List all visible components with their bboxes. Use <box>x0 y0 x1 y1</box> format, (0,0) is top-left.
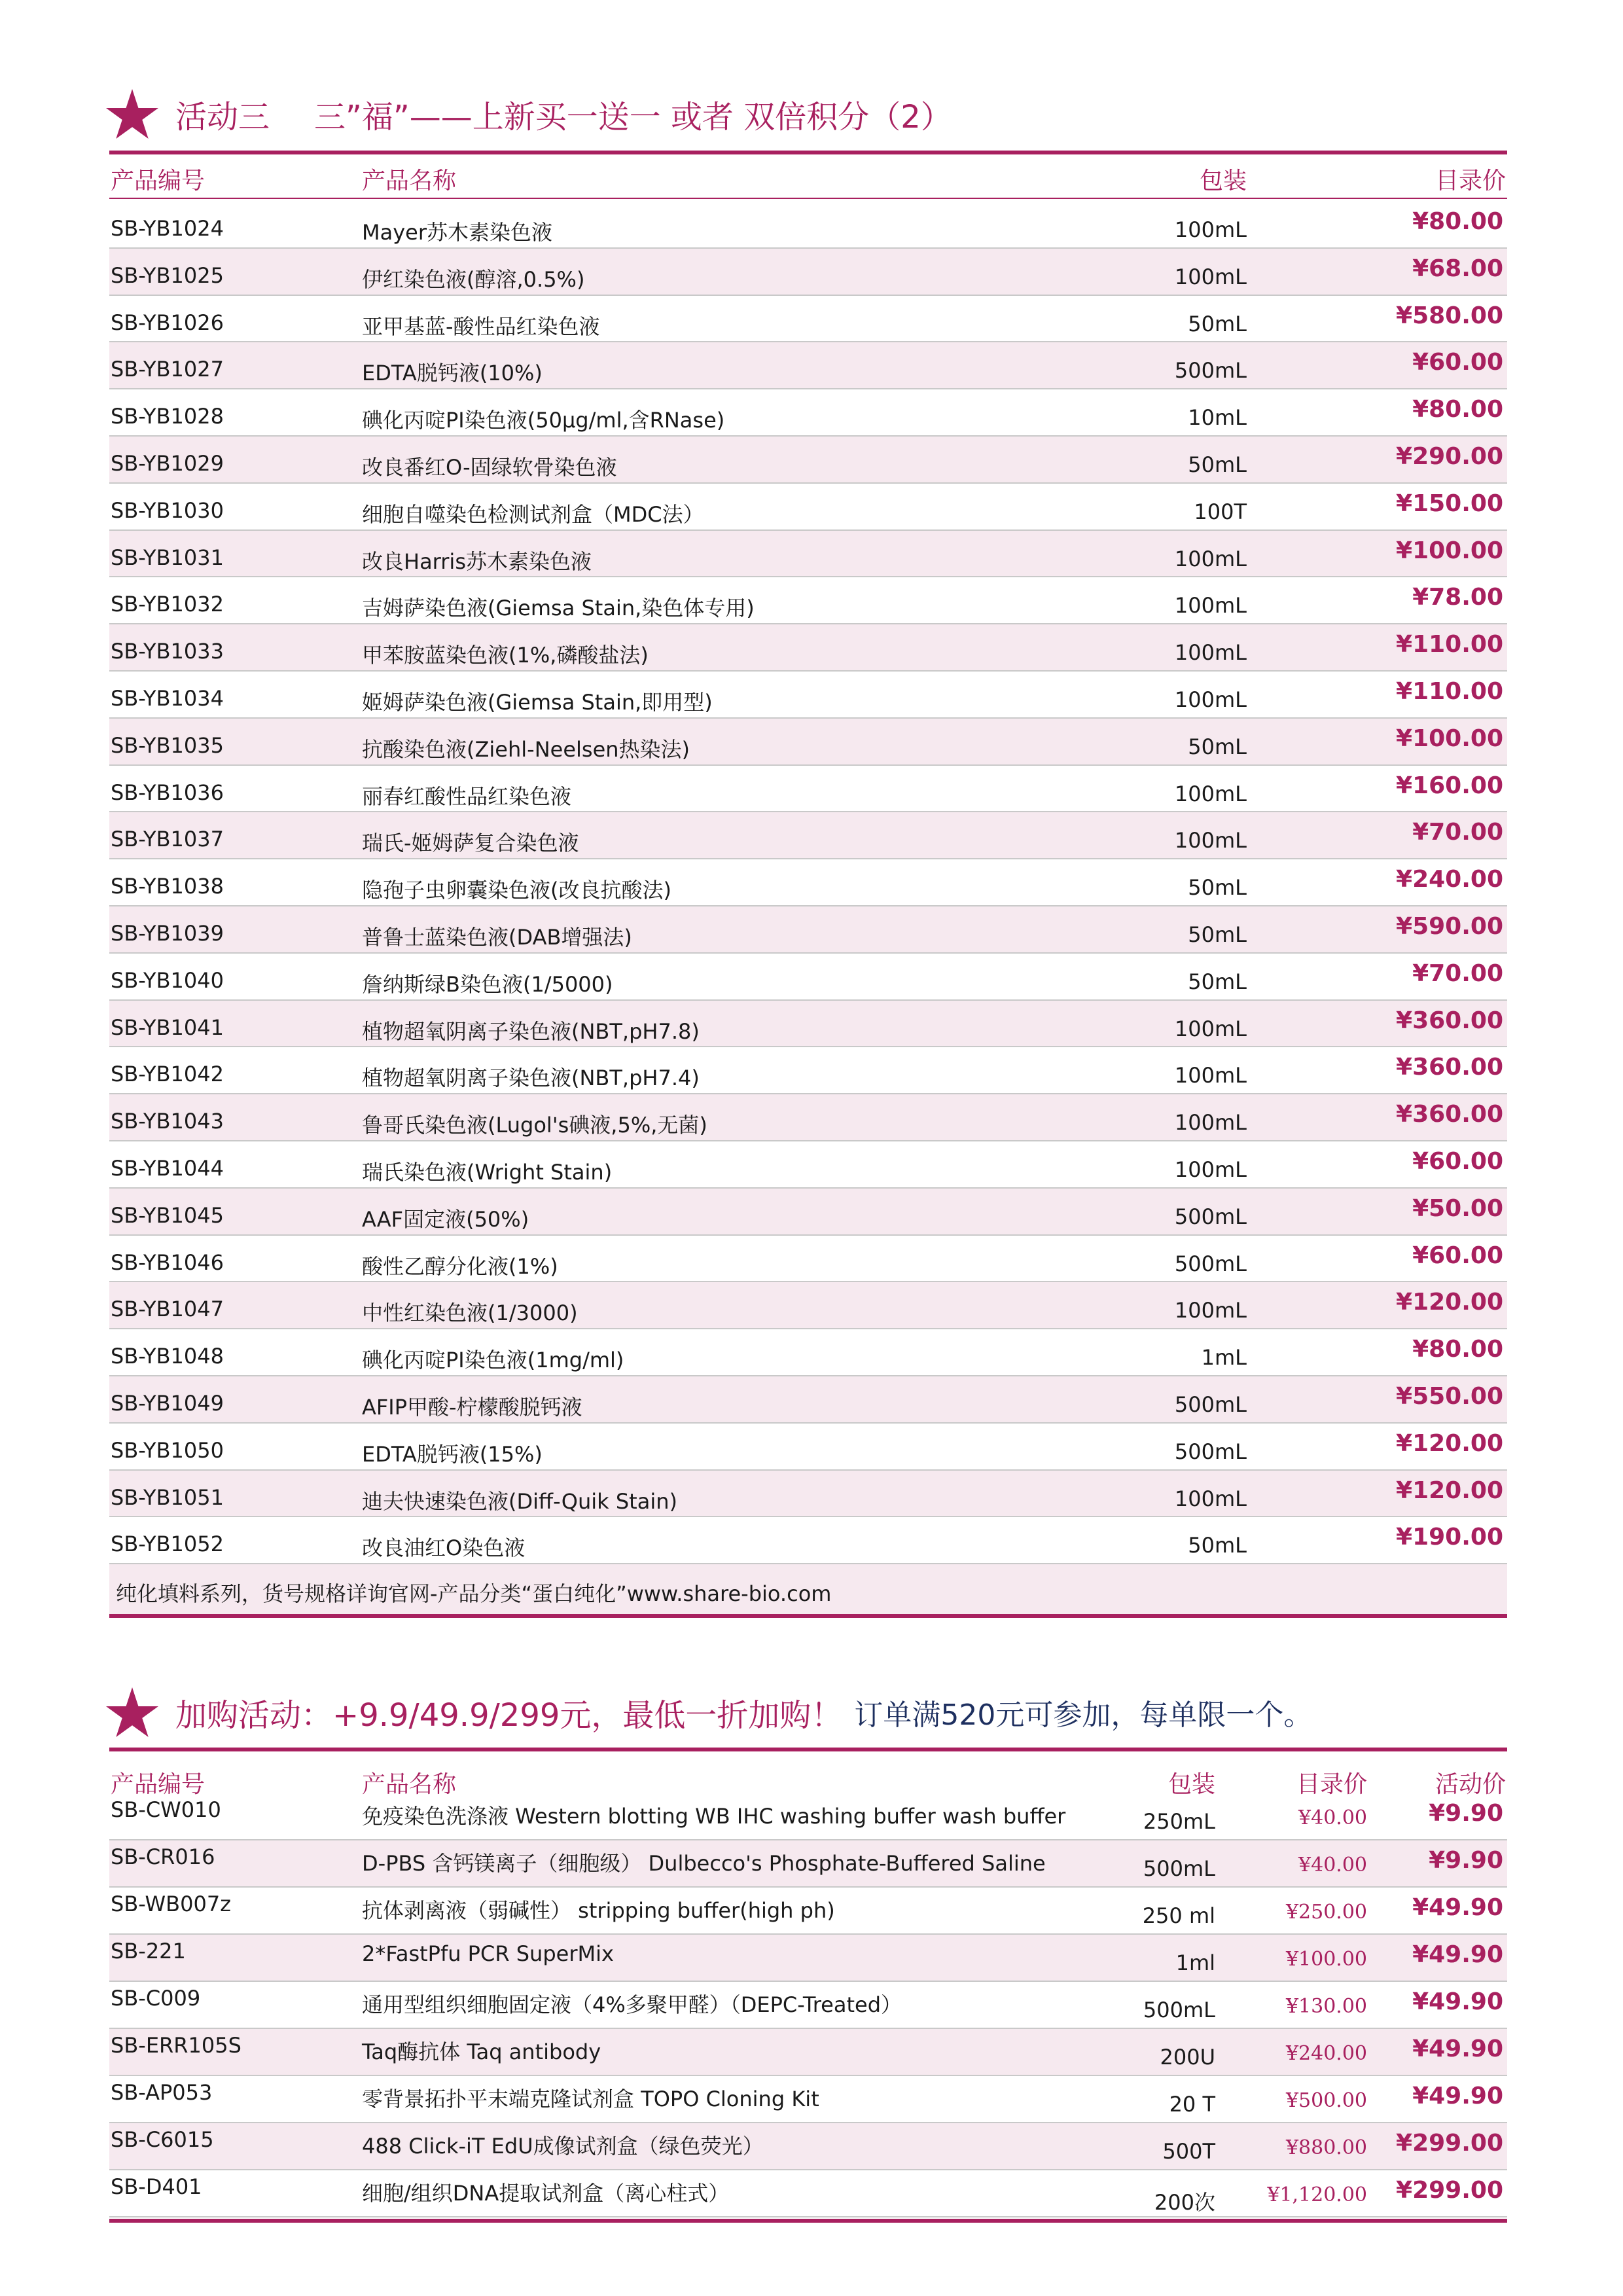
activity-price: ¥49.90 <box>1412 2036 1503 2062</box>
product-code: SB-YB1052 <box>111 1532 224 1557</box>
package-size: 100mL <box>1174 593 1247 619</box>
product-name: 改良Harris苏木素染色液 <box>362 548 592 574</box>
product-name: 鲁哥氏染色液(Lugol's碘液,5%,无菌) <box>362 1113 707 1138</box>
catalog-price: ¥100.00 <box>1396 725 1503 752</box>
table-row <box>109 577 1507 624</box>
table-row <box>109 437 1507 484</box>
product-name: 碘化丙啶PI染色液(50μg/ml,含RNase) <box>362 408 725 433</box>
product-name: 吉姆萨染色液(Giemsa Stain,染色体专用) <box>362 596 755 621</box>
package-size: 100mL <box>1174 1063 1247 1088</box>
table-row <box>109 1329 1507 1376</box>
catalog-price: ¥290.00 <box>1396 443 1503 470</box>
table-row <box>109 2076 1507 2123</box>
package-size: 250 ml <box>1142 1903 1215 1928</box>
package-size: 50mL <box>1188 1533 1247 1558</box>
table-row <box>109 2029 1507 2076</box>
product-code: SB-WB007z <box>111 1892 231 1916</box>
product-name: 中性红染色液(1/3000) <box>362 1300 578 1326</box>
product-name: 瑞氏染色液(Wright Stain) <box>362 1160 613 1185</box>
product-code: SB-YB1040 <box>111 967 224 993</box>
catalog-price: ¥880.00 <box>1285 2136 1367 2159</box>
product-name: 碘化丙啶PI染色液(1mg/ml) <box>362 1348 624 1373</box>
product-name: 伊红染色液(醇溶,0.5%) <box>362 266 585 292</box>
package-size: 50mL <box>1188 734 1247 759</box>
catalog-price: ¥500.00 <box>1285 2089 1367 2112</box>
table-header <box>109 154 1507 199</box>
product-code: SB-C009 <box>111 1986 201 2011</box>
table-row <box>109 1517 1507 1564</box>
product-name: EDTA脱钙液(10%) <box>362 361 543 386</box>
catalog-price: ¥120.00 <box>1396 1477 1503 1504</box>
product-name: 亚甲基蓝-酸性品红染色液 <box>362 314 600 339</box>
package-size: 250mL <box>1143 1809 1215 1834</box>
product-name: 通用型组织细胞固定液（4%多聚甲醛）（DEPC-Treated） <box>362 1992 902 2017</box>
table-row <box>109 1376 1507 1424</box>
col-name-header: 产品名称 <box>362 1771 457 1798</box>
product-code: SB-YB1049 <box>111 1391 224 1416</box>
package-size: 100mL <box>1174 687 1247 712</box>
catalog-price: ¥110.00 <box>1396 631 1503 658</box>
package-size: 100mL <box>1174 1157 1247 1182</box>
product-name: 酸性乙醇分化液(1%) <box>362 1253 558 1279</box>
package-size: 10mL <box>1188 405 1247 431</box>
product-code: SB-CW010 <box>111 1797 221 1822</box>
package-size: 500mL <box>1143 1856 1215 1881</box>
catalog-price: ¥100.00 <box>1285 1948 1367 1971</box>
product-name: 细胞/组织DNA提取试剂盒（离心柱式） <box>362 2181 730 2206</box>
product-code: SB-YB1031 <box>111 545 224 570</box>
product-name: 姬姆萨染色液(Giemsa Stain,即用型) <box>362 690 713 715</box>
product-code: SB-YB1039 <box>111 921 224 946</box>
package-size: 1ml <box>1175 1950 1215 1975</box>
col-package-header: 包装 <box>1168 1771 1215 1798</box>
product-name: 免疫染色洗涤液 Western blotting WB IHC washing buffer wash buffer <box>362 1804 1066 1829</box>
package-size: 100T <box>1194 499 1247 524</box>
product-code: SB-YB1043 <box>111 1109 224 1134</box>
table-header <box>109 1751 1507 1798</box>
product-code: SB-ERR105S <box>111 2033 241 2058</box>
product-code: SB-YB1037 <box>111 827 224 852</box>
product-code: SB-CR016 <box>111 1844 215 1869</box>
addon-title: 加购活动：+9.9/49.9/299元，最低一折加购！ <box>175 1696 843 1734</box>
package-size: 1mL <box>1201 1345 1247 1371</box>
product-name: 零背景拓扑平末端克隆试剂盒 TOPO Cloning Kit <box>362 2087 819 2111</box>
product-code: SB-D401 <box>111 2174 202 2199</box>
table-row <box>109 624 1507 672</box>
table-row <box>109 389 1507 437</box>
product-code: SB-YB1035 <box>111 732 224 758</box>
product-code: SB-C6015 <box>111 2127 214 2152</box>
package-size: 200U <box>1160 2045 1215 2070</box>
col-list-price-header: 目录价 <box>1296 1771 1367 1798</box>
catalog-price: ¥40.00 <box>1298 1854 1367 1876</box>
catalog-price: ¥550.00 <box>1396 1383 1503 1410</box>
table-row <box>109 906 1507 954</box>
table-row <box>109 296 1507 343</box>
package-size: 100mL <box>1174 781 1247 806</box>
package-size: 100mL <box>1174 1486 1247 1511</box>
product-code: SB-YB1033 <box>111 639 224 664</box>
catalog-price: ¥120.00 <box>1396 1289 1503 1316</box>
table-row <box>109 531 1507 578</box>
product-name: Taq酶抗体 Taq antibody <box>362 2039 601 2064</box>
catalog-price: ¥590.00 <box>1396 913 1503 940</box>
catalog-price: ¥60.00 <box>1412 349 1503 376</box>
product-name: 植物超氧阴离子染色液(NBT,pH7.4) <box>362 1066 700 1091</box>
table-row <box>109 342 1507 389</box>
package-size: 500mL <box>1143 1998 1215 2022</box>
catalog-price: ¥110.00 <box>1396 678 1503 705</box>
col-code-header: 产品编号 <box>111 168 205 194</box>
package-size: 100mL <box>1174 217 1247 242</box>
catalog-price: ¥130.00 <box>1285 1995 1367 2018</box>
product-name: 2*FastPfu PCR SuperMix <box>362 1941 614 1966</box>
product-name: 改良番红O-固绿软骨染色液 <box>362 455 617 480</box>
product-code: SB-AP053 <box>111 2080 213 2105</box>
package-size: 500mL <box>1174 358 1247 384</box>
col-name-header: 产品名称 <box>362 168 457 194</box>
table-row <box>109 1982 1507 2029</box>
activity-price: ¥299.00 <box>1396 2130 1503 2157</box>
addon-condition: 订单满520元可参加，每单限一个。 <box>854 1698 1313 1732</box>
table-row <box>109 1793 1507 1840</box>
col-price-header: 目录价 <box>1435 168 1506 194</box>
package-size: 100mL <box>1174 1298 1247 1323</box>
table-row <box>109 1047 1507 1094</box>
catalog-price: ¥240.00 <box>1285 2042 1367 2065</box>
product-name: D-PBS 含钙镁离子（细胞级） Dulbecco's Phosphate-Buffered Saline <box>362 1851 1046 1876</box>
activity3-title: 活动三 <box>175 98 270 135</box>
product-name: EDTA脱钙液(15%) <box>362 1441 543 1467</box>
table-row <box>109 766 1507 813</box>
product-name: 抗酸染色液(Ziehl-Neelsen热染法) <box>362 736 690 762</box>
product-name: Mayer苏木素染色液 <box>362 220 553 245</box>
catalog-price: ¥80.00 <box>1412 396 1503 423</box>
package-size: 100mL <box>1174 1016 1247 1041</box>
product-name: 植物超氧阴离子染色液(NBT,pH7.8) <box>362 1018 700 1044</box>
activity-price: ¥299.00 <box>1396 2177 1503 2204</box>
activity-price: ¥9.90 <box>1429 1800 1503 1827</box>
catalog-price: ¥360.00 <box>1396 1054 1503 1081</box>
product-code: SB-YB1036 <box>111 780 224 805</box>
product-code: SB-YB1030 <box>111 497 224 523</box>
product-code: SB-YB1029 <box>111 451 224 476</box>
table-row <box>109 719 1507 766</box>
package-size: 500T <box>1162 2139 1215 2164</box>
product-code: SB-YB1034 <box>111 686 224 711</box>
footnote-row <box>109 1564 1507 1614</box>
col-package-header: 包装 <box>1199 168 1247 194</box>
table-row <box>109 2170 1507 2217</box>
package-size: 50mL <box>1188 969 1247 994</box>
product-name: 迪夫快速染色液(Diff-Quik Stain) <box>362 1488 677 1514</box>
activity-price: ¥49.90 <box>1412 1894 1503 1921</box>
table-row <box>109 1001 1507 1048</box>
catalog-price: ¥100.00 <box>1396 537 1503 564</box>
product-name: 甲苯胺蓝染色液(1%,磷酸盐法) <box>362 643 649 668</box>
table-row <box>109 484 1507 531</box>
activity-price: ¥9.90 <box>1429 1847 1503 1874</box>
footer-rule <box>109 2219 1507 2223</box>
activity-price: ¥49.90 <box>1412 1941 1503 1968</box>
table-row <box>109 954 1507 1001</box>
star-icon <box>106 89 158 139</box>
table-row <box>109 672 1507 719</box>
product-name: 488 Click-iT EdU成像试剂盒（绿色荧光） <box>362 2134 764 2159</box>
table-row <box>109 1189 1507 1236</box>
col-code-header: 产品编号 <box>111 1771 205 1798</box>
package-size: 500mL <box>1174 1204 1247 1229</box>
catalog-price: ¥190.00 <box>1396 1524 1503 1551</box>
product-code: SB-YB1026 <box>111 310 224 335</box>
table-row <box>109 2123 1507 2170</box>
product-code: SB-YB1041 <box>111 1014 224 1040</box>
activity-price: ¥49.90 <box>1412 1988 1503 2015</box>
table-row <box>109 1094 1507 1141</box>
product-code: SB-YB1046 <box>111 1249 224 1275</box>
catalog-price: ¥250.00 <box>1285 1901 1367 1924</box>
table-row <box>109 1424 1507 1471</box>
catalog-price: ¥120.00 <box>1396 1429 1503 1457</box>
table-row <box>109 1888 1507 1935</box>
catalog-price: ¥60.00 <box>1412 1242 1503 1269</box>
product-code: SB-YB1045 <box>111 1202 224 1228</box>
activity-price: ¥49.90 <box>1412 2083 1503 2109</box>
package-size: 500mL <box>1174 1392 1247 1417</box>
catalog-price: ¥580.00 <box>1396 302 1503 329</box>
catalog-price: ¥360.00 <box>1396 1101 1503 1128</box>
col-activity-price-header: 活动价 <box>1435 1771 1506 1798</box>
product-code: SB-YB1027 <box>111 357 224 382</box>
package-size: 100mL <box>1174 264 1247 289</box>
product-name: AFIP甲酸-柠檬酸脱钙液 <box>362 1395 582 1420</box>
table-row <box>109 1471 1507 1518</box>
product-code: SB-YB1042 <box>111 1062 224 1087</box>
product-name: 隐孢子虫卵囊染色液(改良抗酸法) <box>362 878 671 903</box>
catalog-price: ¥160.00 <box>1396 772 1503 799</box>
product-code: SB-YB1024 <box>111 216 224 241</box>
product-name: AAF固定液(50%) <box>362 1206 529 1232</box>
catalog-price: ¥60.00 <box>1412 1148 1503 1175</box>
addon-heading <box>106 1687 1312 1737</box>
product-code: SB-YB1048 <box>111 1344 224 1369</box>
catalog-price: ¥68.00 <box>1412 255 1503 282</box>
product-name: 丽春红酸性品红染色液 <box>362 783 572 809</box>
table-row <box>109 1282 1507 1329</box>
package-size: 200次 <box>1154 2190 1215 2215</box>
product-code: SB-YB1051 <box>111 1484 224 1510</box>
table-row <box>109 1935 1507 1982</box>
product-code: SB-YB1025 <box>111 262 224 288</box>
catalog-price: ¥78.00 <box>1412 584 1503 611</box>
package-size: 50mL <box>1188 311 1247 336</box>
package-size: 50mL <box>1188 875 1247 901</box>
catalog-price: ¥80.00 <box>1412 1336 1503 1363</box>
package-size: 100mL <box>1174 640 1247 666</box>
table-row <box>109 1840 1507 1888</box>
catalog-price: ¥360.00 <box>1396 1007 1503 1034</box>
product-name: 瑞氏-姬姆萨复合染色液 <box>362 831 579 856</box>
table-row <box>109 859 1507 906</box>
product-code: SB-YB1032 <box>111 592 224 617</box>
package-size: 50mL <box>1188 922 1247 947</box>
table-row <box>109 1141 1507 1189</box>
package-size: 100mL <box>1174 1110 1247 1136</box>
product-code: SB-YB1047 <box>111 1297 224 1322</box>
catalog-price: ¥50.00 <box>1412 1194 1503 1222</box>
product-name: 抗体剥离液（弱碱性） stripping buffer(high ph) <box>362 1898 835 1923</box>
activity3-heading <box>106 89 952 139</box>
star-icon <box>106 1687 158 1737</box>
package-size: 50mL <box>1188 452 1247 477</box>
product-name: 细胞自噬染色检测试剂盒（MDC法） <box>362 501 704 527</box>
catalog-price: ¥70.00 <box>1412 960 1503 987</box>
product-name: 普鲁士蓝染色液(DAB增强法) <box>362 925 632 950</box>
activity3-subtitle: 三”福”——上新买一送一 或者 双倍积分（2） <box>314 98 952 135</box>
catalog-price: ¥80.00 <box>1412 208 1503 235</box>
product-code: SB-221 <box>111 1939 186 1964</box>
product-name: 詹纳斯绿B染色液(1/5000) <box>362 971 613 997</box>
catalog-price: ¥40.00 <box>1298 1806 1367 1829</box>
product-code: SB-YB1044 <box>111 1156 224 1181</box>
product-code: SB-YB1028 <box>111 404 224 429</box>
package-size: 500mL <box>1174 1439 1247 1464</box>
package-size: 500mL <box>1174 1251 1247 1276</box>
product-code: SB-YB1050 <box>111 1437 224 1463</box>
product-code: SB-YB1038 <box>111 874 224 899</box>
catalog-price: ¥70.00 <box>1412 819 1503 846</box>
table-row <box>109 249 1507 296</box>
catalog-price: ¥150.00 <box>1396 490 1503 517</box>
package-size: 20 T <box>1169 2092 1215 2117</box>
table-row <box>109 812 1507 859</box>
product-name: 改良油红O染色液 <box>362 1535 526 1561</box>
table-row <box>109 202 1507 249</box>
catalog-price: ¥1,120.00 <box>1267 2183 1367 2206</box>
table-row <box>109 1236 1507 1283</box>
package-size: 100mL <box>1174 546 1247 571</box>
catalog-price: ¥240.00 <box>1396 866 1503 893</box>
package-size: 100mL <box>1174 828 1247 853</box>
footer-rule <box>109 1614 1507 1618</box>
footnote-text: 纯化填料系列，货号规格详询官网-产品分类“蛋白纯化”www.share-bio.com <box>116 1581 832 1606</box>
